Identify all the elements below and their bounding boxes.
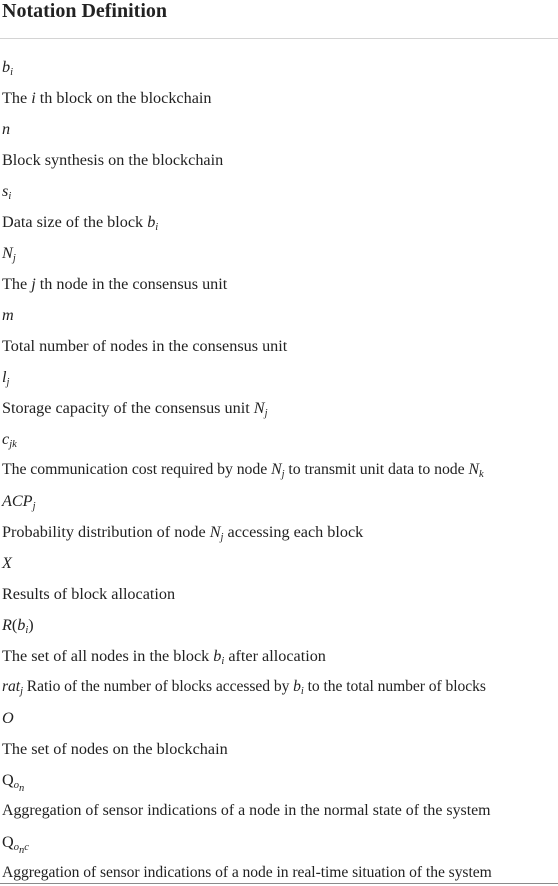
notation-symbol: $R(b_i)$ <box>2 616 34 636</box>
table-bottom-rule <box>0 883 558 884</box>
notation-symbol: n <box>2 120 11 138</box>
notation-symbol: $Q_{o_nc}$ <box>2 833 29 856</box>
notation-definition: Aggregation of sensor indications of a node in the normal state of the system <box>2 802 491 819</box>
notation-symbol: $s_i$ <box>2 182 12 202</box>
notation-definition: The j th node in the consensus unit <box>2 275 228 293</box>
notation-definition: Data size of the block $b_i$ <box>2 213 159 233</box>
notation-symbol: $Q_{o_n}$ <box>2 771 25 794</box>
notation-symbol-with-definition: rat$_j$ Ratio of the number of blocks accessed by $b_i$ to the total number of blocks <box>2 678 486 697</box>
notation-symbol: O <box>2 709 14 727</box>
notation-definition: The communication cost required by node $N_j$ to transmit unit data to node $N_k$ <box>2 461 484 480</box>
notation-symbol: $b_i$ <box>2 58 14 78</box>
notation-definition: Aggregation of sensor indications of a node in real-time situation of the system <box>2 864 492 881</box>
notation-definition: The set of nodes on the blockchain <box>2 740 228 758</box>
notation-symbol: $c_{jk}$ <box>2 430 17 450</box>
table-header <box>0 0 558 39</box>
notation-definition: The i th block on the blockchain <box>2 89 212 107</box>
notation-definition: Block synthesis on the blockchain <box>2 151 224 169</box>
notation-symbol: m <box>2 306 14 324</box>
notation-definition: Total number of nodes in the consensus unit <box>2 337 288 355</box>
notation-definition: Probability distribution of node $N_j$ accessing each block <box>2 523 364 543</box>
table-header-title: Notation Definition <box>2 0 167 22</box>
notation-definition: Results of block allocation <box>2 585 176 603</box>
notation-symbol: $N_j$ <box>2 244 16 264</box>
notation-symbol: X <box>2 554 12 572</box>
notation-definition: The set of all nodes in the block $b_i$ after allocation <box>2 647 326 667</box>
notation-symbol: $ACP_j$ <box>2 492 36 512</box>
notation-symbol: $l_j$ <box>2 368 10 388</box>
notation-definition: Storage capacity of the consensus unit $N_j$ <box>2 399 268 419</box>
